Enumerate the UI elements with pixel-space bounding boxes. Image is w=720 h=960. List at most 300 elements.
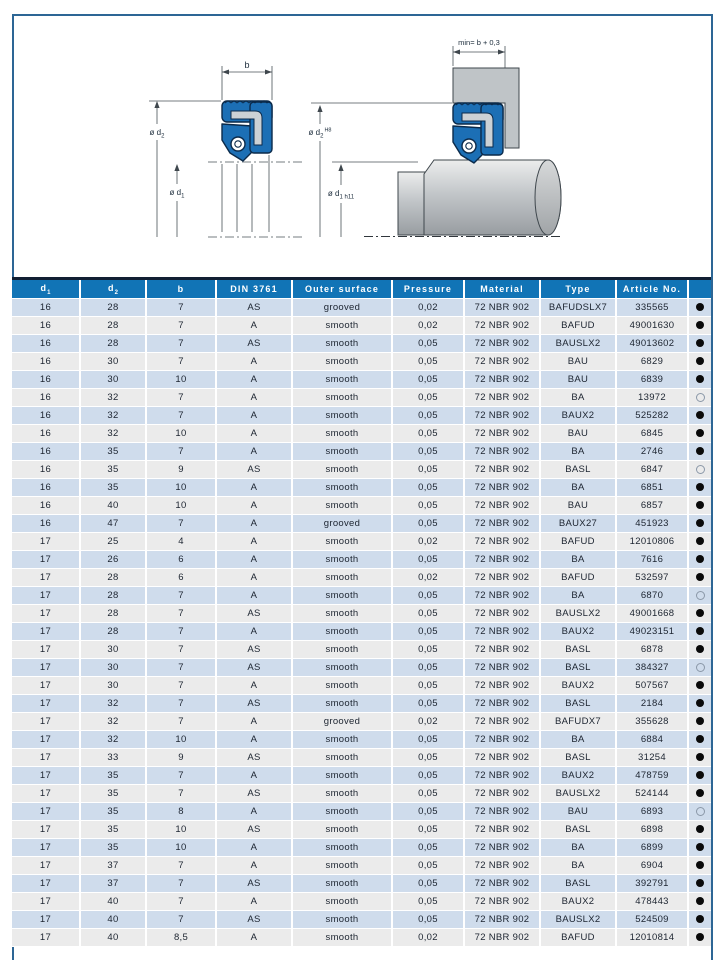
table-cell: BASL xyxy=(540,659,616,677)
table-cell: BASL xyxy=(540,461,616,479)
filled-circle-icon xyxy=(696,519,704,527)
table-row xyxy=(12,353,711,371)
table-cell: 10 xyxy=(146,497,216,515)
filled-circle-icon xyxy=(696,483,704,491)
table-cell: 16 xyxy=(12,389,80,407)
availability-cell xyxy=(688,767,711,785)
table-cell: 0,05 xyxy=(392,911,464,929)
table-cell: 72 NBR 902 xyxy=(464,731,540,749)
table-cell: 0,05 xyxy=(392,839,464,857)
table-cell: 9 xyxy=(146,749,216,767)
table-cell: A xyxy=(216,353,292,371)
table-header-row xyxy=(12,280,711,299)
table-row xyxy=(12,389,711,407)
table-cell: 7 xyxy=(146,407,216,425)
table-cell: 6884 xyxy=(616,731,688,749)
table-row xyxy=(12,893,711,911)
table-cell: A xyxy=(216,515,292,533)
table-cell: 17 xyxy=(12,677,80,695)
table-cell: 0,02 xyxy=(392,317,464,335)
table-row xyxy=(12,659,711,677)
table-cell: grooved xyxy=(292,299,392,317)
table-cell: BAUX2 xyxy=(540,893,616,911)
table-cell: 17 xyxy=(12,623,80,641)
filled-circle-icon xyxy=(696,537,704,545)
table-cell: 0,02 xyxy=(392,533,464,551)
table-cell: 40 xyxy=(80,497,146,515)
table-cell: 72 NBR 902 xyxy=(464,857,540,875)
table-cell: 355628 xyxy=(616,713,688,731)
availability-cell xyxy=(688,587,711,605)
filled-circle-icon xyxy=(696,699,704,707)
table-cell: 17 xyxy=(12,605,80,623)
availability-cell xyxy=(688,893,711,911)
table-cell: smooth xyxy=(292,497,392,515)
availability-cell xyxy=(688,497,711,515)
table-cell: A xyxy=(216,929,292,947)
table-row xyxy=(12,551,711,569)
table-cell: 40 xyxy=(80,893,146,911)
table-cell: BAUX27 xyxy=(540,515,616,533)
col-header-outer-surface: Outer surface xyxy=(292,280,392,299)
table-cell: 35 xyxy=(80,461,146,479)
table-row xyxy=(12,497,711,515)
table-cell: 72 NBR 902 xyxy=(464,839,540,857)
table-cell: 37 xyxy=(80,875,146,893)
col-header-material: Material xyxy=(464,280,540,299)
table-cell: 16 xyxy=(12,299,80,317)
table-cell: smooth xyxy=(292,893,392,911)
table-cell: AS xyxy=(216,821,292,839)
filled-circle-icon xyxy=(696,645,704,653)
table-cell: 7 xyxy=(146,389,216,407)
table-cell: 32 xyxy=(80,407,146,425)
table-cell: 16 xyxy=(12,497,80,515)
table-cell: BAFUDX7 xyxy=(540,713,616,731)
table-cell: 17 xyxy=(12,587,80,605)
table-cell: AS xyxy=(216,875,292,893)
table-cell: smooth xyxy=(292,659,392,677)
table-cell: 6839 xyxy=(616,371,688,389)
table-cell: 0,05 xyxy=(392,623,464,641)
table-cell: 32 xyxy=(80,389,146,407)
table-cell: BAUX2 xyxy=(540,407,616,425)
table-cell: 0,05 xyxy=(392,785,464,803)
table-cell: 6870 xyxy=(616,587,688,605)
table-cell: AS xyxy=(216,299,292,317)
table-cell: 0,05 xyxy=(392,461,464,479)
table-cell: 16 xyxy=(12,461,80,479)
open-circle-icon xyxy=(696,663,705,672)
table-cell: BAUSLX2 xyxy=(540,785,616,803)
col-header-availability xyxy=(688,280,711,299)
table-cell: 35 xyxy=(80,821,146,839)
table-cell: A xyxy=(216,731,292,749)
table-cell: smooth xyxy=(292,533,392,551)
table-row xyxy=(12,785,711,803)
table-cell: 72 NBR 902 xyxy=(464,551,540,569)
table-cell: 0,05 xyxy=(392,479,464,497)
table-cell: 7 xyxy=(146,335,216,353)
table-cell: smooth xyxy=(292,695,392,713)
table-cell: 17 xyxy=(12,659,80,677)
table-cell: smooth xyxy=(292,605,392,623)
table-cell: 30 xyxy=(80,659,146,677)
table-cell: 0,05 xyxy=(392,389,464,407)
table-cell: 35 xyxy=(80,839,146,857)
table-cell: smooth xyxy=(292,389,392,407)
filled-circle-icon xyxy=(696,447,704,455)
table-cell: 12010806 xyxy=(616,533,688,551)
table-cell: A xyxy=(216,317,292,335)
table-cell: BAUSLX2 xyxy=(540,605,616,623)
table-cell: 6847 xyxy=(616,461,688,479)
table-row xyxy=(12,533,711,551)
filled-circle-icon xyxy=(696,915,704,923)
table-cell: BAFUD xyxy=(540,929,616,947)
table-cell: 525282 xyxy=(616,407,688,425)
table-cell: 72 NBR 902 xyxy=(464,785,540,803)
table-cell: AS xyxy=(216,335,292,353)
availability-cell xyxy=(688,713,711,731)
table-cell: 6 xyxy=(146,551,216,569)
table-row xyxy=(12,479,711,497)
availability-cell xyxy=(688,335,711,353)
table-row xyxy=(12,911,711,929)
availability-cell xyxy=(688,569,711,587)
dim-d2-h8-label: ø $d_2^{H8}$ xyxy=(308,127,332,140)
filled-circle-icon xyxy=(696,897,704,905)
table-cell: 72 NBR 902 xyxy=(464,767,540,785)
table-cell: smooth xyxy=(292,425,392,443)
table-cell: A xyxy=(216,371,292,389)
open-circle-icon xyxy=(696,807,705,816)
table-cell: 17 xyxy=(12,929,80,947)
table-cell: 49001668 xyxy=(616,605,688,623)
table-cell: 49013602 xyxy=(616,335,688,353)
table-cell: 0,05 xyxy=(392,731,464,749)
table-row xyxy=(12,821,711,839)
table-cell: 17 xyxy=(12,713,80,731)
table-cell: 33 xyxy=(80,749,146,767)
table-cell: 16 xyxy=(12,335,80,353)
shaft-end-cap xyxy=(535,160,561,235)
filled-circle-icon xyxy=(696,573,704,581)
table-cell: 26 xyxy=(80,551,146,569)
table-cell: 0,05 xyxy=(392,353,464,371)
table-cell: 28 xyxy=(80,569,146,587)
filled-circle-icon xyxy=(696,789,704,797)
availability-cell xyxy=(688,659,711,677)
table-cell: 0,05 xyxy=(392,371,464,389)
table-cell: 0,05 xyxy=(392,515,464,533)
table-cell: BAFUD xyxy=(540,317,616,335)
seal-technical-drawing xyxy=(12,14,711,276)
table-row xyxy=(12,425,711,443)
table-cell: smooth xyxy=(292,623,392,641)
table-cell: 72 NBR 902 xyxy=(464,407,540,425)
table-cell: 72 NBR 902 xyxy=(464,695,540,713)
table-cell: 451923 xyxy=(616,515,688,533)
table-cell: 0,05 xyxy=(392,587,464,605)
open-circle-icon xyxy=(696,393,705,402)
table-cell: 72 NBR 902 xyxy=(464,605,540,623)
availability-cell xyxy=(688,641,711,659)
table-row xyxy=(12,695,711,713)
table-row xyxy=(12,443,711,461)
table-cell: 7 xyxy=(146,353,216,371)
table-cell: 0,05 xyxy=(392,443,464,461)
table-cell: 2184 xyxy=(616,695,688,713)
table-cell: 17 xyxy=(12,641,80,659)
filled-circle-icon xyxy=(696,753,704,761)
table-cell: 6878 xyxy=(616,641,688,659)
table-cell: smooth xyxy=(292,677,392,695)
filled-circle-icon xyxy=(696,933,704,941)
availability-cell xyxy=(688,911,711,929)
table-cell: 49001630 xyxy=(616,317,688,335)
filled-circle-icon xyxy=(696,357,704,365)
availability-cell xyxy=(688,299,711,317)
table-cell: 30 xyxy=(80,641,146,659)
table-row xyxy=(12,371,711,389)
shaft-step xyxy=(398,172,426,235)
filled-circle-icon xyxy=(696,555,704,563)
table-cell: 7 xyxy=(146,677,216,695)
table-cell: 28 xyxy=(80,317,146,335)
col-header-type: Type xyxy=(540,280,616,299)
table-cell: 7 xyxy=(146,299,216,317)
table-cell: AS xyxy=(216,695,292,713)
table-cell: 35 xyxy=(80,785,146,803)
table-cell: 524509 xyxy=(616,911,688,929)
table-cell: 40 xyxy=(80,929,146,947)
table-cell: 32 xyxy=(80,713,146,731)
table-cell: BAU xyxy=(540,497,616,515)
availability-cell xyxy=(688,425,711,443)
table-cell: 17 xyxy=(12,911,80,929)
table-cell: 72 NBR 902 xyxy=(464,929,540,947)
table-cell: 72 NBR 902 xyxy=(464,533,540,551)
table-cell: 17 xyxy=(12,857,80,875)
table-cell: 28 xyxy=(80,623,146,641)
table-cell: 17 xyxy=(12,785,80,803)
table-cell: smooth xyxy=(292,335,392,353)
table-cell: 6829 xyxy=(616,353,688,371)
table-cell: BASL xyxy=(540,695,616,713)
table-cell: 32 xyxy=(80,695,146,713)
table-cell: smooth xyxy=(292,479,392,497)
table-cell: A xyxy=(216,533,292,551)
table-row xyxy=(12,569,711,587)
table-cell: 6898 xyxy=(616,821,688,839)
table-cell: 72 NBR 902 xyxy=(464,659,540,677)
table-cell: 7 xyxy=(146,659,216,677)
table-cell: smooth xyxy=(292,749,392,767)
table-cell: 10 xyxy=(146,425,216,443)
left-diagram-lines xyxy=(149,66,302,237)
table-cell: 6899 xyxy=(616,839,688,857)
availability-cell xyxy=(688,803,711,821)
table-row xyxy=(12,857,711,875)
table-cell: 72 NBR 902 xyxy=(464,353,540,371)
table-row xyxy=(12,623,711,641)
table-cell: smooth xyxy=(292,803,392,821)
table-cell: 47 xyxy=(80,515,146,533)
dim-b-label: b xyxy=(244,60,250,70)
table-cell: 6893 xyxy=(616,803,688,821)
dim-d1-label: ø $d_1$ xyxy=(169,188,185,200)
table-cell: 16 xyxy=(12,407,80,425)
table-cell: 17 xyxy=(12,695,80,713)
table-cell: 0,05 xyxy=(392,875,464,893)
table-cell: 6857 xyxy=(616,497,688,515)
table-cell: BAUX2 xyxy=(540,623,616,641)
table-cell: smooth xyxy=(292,929,392,947)
col-header-d1: $d_1$ xyxy=(12,280,80,299)
table-cell: 72 NBR 902 xyxy=(464,515,540,533)
table-cell: 7 xyxy=(146,911,216,929)
table-cell: 16 xyxy=(12,353,80,371)
table-cell: 0,05 xyxy=(392,497,464,515)
availability-cell xyxy=(688,461,711,479)
table-cell: 17 xyxy=(12,569,80,587)
table-cell: AS xyxy=(216,911,292,929)
availability-cell xyxy=(688,479,711,497)
availability-cell xyxy=(688,839,711,857)
table-cell: 72 NBR 902 xyxy=(464,299,540,317)
table-cell: 17 xyxy=(12,767,80,785)
table-cell: 0,05 xyxy=(392,551,464,569)
table-cell: 28 xyxy=(80,299,146,317)
table-cell: smooth xyxy=(292,767,392,785)
availability-cell xyxy=(688,821,711,839)
table-cell: 10 xyxy=(146,731,216,749)
table-cell: 0,05 xyxy=(392,605,464,623)
availability-cell xyxy=(688,353,711,371)
table-cell: BA xyxy=(540,551,616,569)
table-row xyxy=(12,731,711,749)
table-cell: A xyxy=(216,623,292,641)
table-cell: BAFUDSLX7 xyxy=(540,299,616,317)
table-cell: A xyxy=(216,587,292,605)
availability-cell xyxy=(688,407,711,425)
table-cell: A xyxy=(216,407,292,425)
table-cell: AS xyxy=(216,605,292,623)
table-cell: BAFUD xyxy=(540,533,616,551)
filled-circle-icon xyxy=(696,627,704,635)
filled-circle-icon xyxy=(696,609,704,617)
table-cell: 72 NBR 902 xyxy=(464,479,540,497)
table-cell: 30 xyxy=(80,353,146,371)
table-row xyxy=(12,803,711,821)
table-cell: 72 NBR 902 xyxy=(464,713,540,731)
table-row xyxy=(12,767,711,785)
table-cell: grooved xyxy=(292,713,392,731)
table-cell: 478443 xyxy=(616,893,688,911)
table-cell: BAUSLX2 xyxy=(540,911,616,929)
availability-cell xyxy=(688,857,711,875)
table-cell: 8 xyxy=(146,803,216,821)
dim-d2-label: ø $d_2$ xyxy=(149,128,165,140)
table-row xyxy=(12,461,711,479)
table-row xyxy=(12,839,711,857)
table-row xyxy=(12,335,711,353)
table-row xyxy=(12,677,711,695)
table-cell: smooth xyxy=(292,821,392,839)
table-cell: A xyxy=(216,479,292,497)
filled-circle-icon xyxy=(696,843,704,851)
table-cell: 7 xyxy=(146,605,216,623)
table-cell: 7 xyxy=(146,641,216,659)
table-cell: 0,05 xyxy=(392,641,464,659)
table-cell: BAFUD xyxy=(540,569,616,587)
table-cell: 6851 xyxy=(616,479,688,497)
table-cell: 0,02 xyxy=(392,299,464,317)
table-cell: 25 xyxy=(80,533,146,551)
table-cell: BAUX2 xyxy=(540,677,616,695)
col-header-d2: $d_2$ xyxy=(80,280,146,299)
table-cell: BA xyxy=(540,839,616,857)
table-cell: 7 xyxy=(146,587,216,605)
table-cell: 72 NBR 902 xyxy=(464,569,540,587)
table-cell: BAU xyxy=(540,371,616,389)
table-cell: 72 NBR 902 xyxy=(464,641,540,659)
table-cell: 0,05 xyxy=(392,749,464,767)
availability-cell xyxy=(688,875,711,893)
table-cell: 28 xyxy=(80,605,146,623)
table-cell: A xyxy=(216,497,292,515)
table-cell: 72 NBR 902 xyxy=(464,335,540,353)
table-cell: AS xyxy=(216,641,292,659)
table-cell: BAUSLX2 xyxy=(540,335,616,353)
table-cell: 7 xyxy=(146,893,216,911)
table-cell: 16 xyxy=(12,425,80,443)
table-cell: 0,05 xyxy=(392,857,464,875)
table-cell: A xyxy=(216,443,292,461)
table-cell: A xyxy=(216,803,292,821)
table-cell: 10 xyxy=(146,371,216,389)
table-cell: BA xyxy=(540,857,616,875)
table-cell: 335565 xyxy=(616,299,688,317)
filled-circle-icon xyxy=(696,735,704,743)
table-cell: 32 xyxy=(80,731,146,749)
table-cell: 0,02 xyxy=(392,929,464,947)
table-cell: 13972 xyxy=(616,389,688,407)
table-cell: 7 xyxy=(146,875,216,893)
table-cell: 7 xyxy=(146,443,216,461)
table-cell: 0,05 xyxy=(392,677,464,695)
table-cell: 72 NBR 902 xyxy=(464,875,540,893)
table-cell: A xyxy=(216,677,292,695)
table-cell: AS xyxy=(216,461,292,479)
table-cell: 7 xyxy=(146,713,216,731)
col-header-pressure: Pressure xyxy=(392,280,464,299)
table-cell: smooth xyxy=(292,641,392,659)
table-cell: smooth xyxy=(292,353,392,371)
table-cell: 524144 xyxy=(616,785,688,803)
filled-circle-icon xyxy=(696,321,704,329)
table-cell: 72 NBR 902 xyxy=(464,803,540,821)
table-cell: 0,05 xyxy=(392,893,464,911)
table-cell: smooth xyxy=(292,839,392,857)
table-cell: 17 xyxy=(12,839,80,857)
table-cell: 49023151 xyxy=(616,623,688,641)
table-row xyxy=(12,317,711,335)
table-cell: 72 NBR 902 xyxy=(464,389,540,407)
table-cell: 72 NBR 902 xyxy=(464,821,540,839)
table-cell: BASL xyxy=(540,821,616,839)
